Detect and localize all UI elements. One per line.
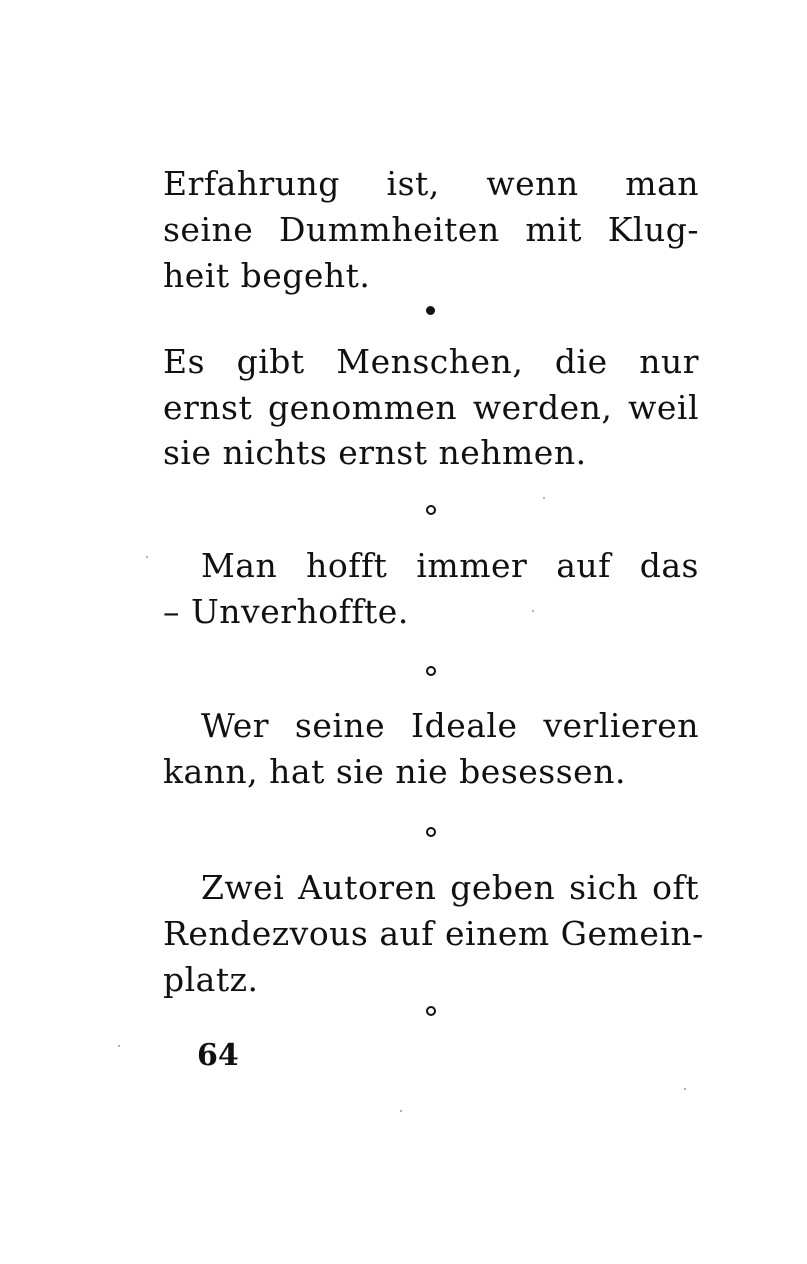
print-speck [118, 1045, 120, 1047]
aphorism-2-line-2: ernst genommen werden, weil [163, 388, 699, 427]
separator-ring-3 [426, 666, 436, 676]
aphorism-1-line-2: seine Dummheiten mit Klug- [163, 210, 699, 249]
page-number: 64 [197, 1038, 239, 1073]
print-speck [146, 556, 148, 558]
separator-dot-1 [426, 306, 435, 315]
aphorism-5-line-3: platz. [163, 960, 259, 999]
print-speck [684, 1088, 686, 1090]
aphorism-3-line-1: Man hofft immer auf das [201, 546, 699, 585]
aphorism-2-line-1: Es gibt Menschen, die nur [163, 342, 699, 381]
separator-ring-4 [426, 827, 436, 837]
aphorism-1-line-1: Erfahrung ist, wenn man [163, 164, 699, 203]
aphorism-4-line-2: kann, hat sie nie besessen. [163, 752, 626, 791]
separator-ring-2 [426, 505, 436, 515]
aphorism-4-line-1: Wer seine Ideale verlieren [201, 706, 699, 745]
aphorism-2-line-3: sie nichts ernst nehmen. [163, 433, 587, 472]
aphorism-5-line-2: Rendezvous auf einem Gemein- [163, 914, 704, 953]
aphorism-3-line-2: – Unverhoffte. [163, 592, 409, 631]
print-speck [543, 497, 545, 499]
print-speck [532, 610, 534, 612]
aphorism-5-line-1: Zwei Autoren geben sich oft [201, 868, 699, 907]
separator-ring-5 [426, 1006, 436, 1016]
print-speck [400, 1110, 402, 1112]
aphorism-1-line-3: heit begeht. [163, 256, 371, 295]
